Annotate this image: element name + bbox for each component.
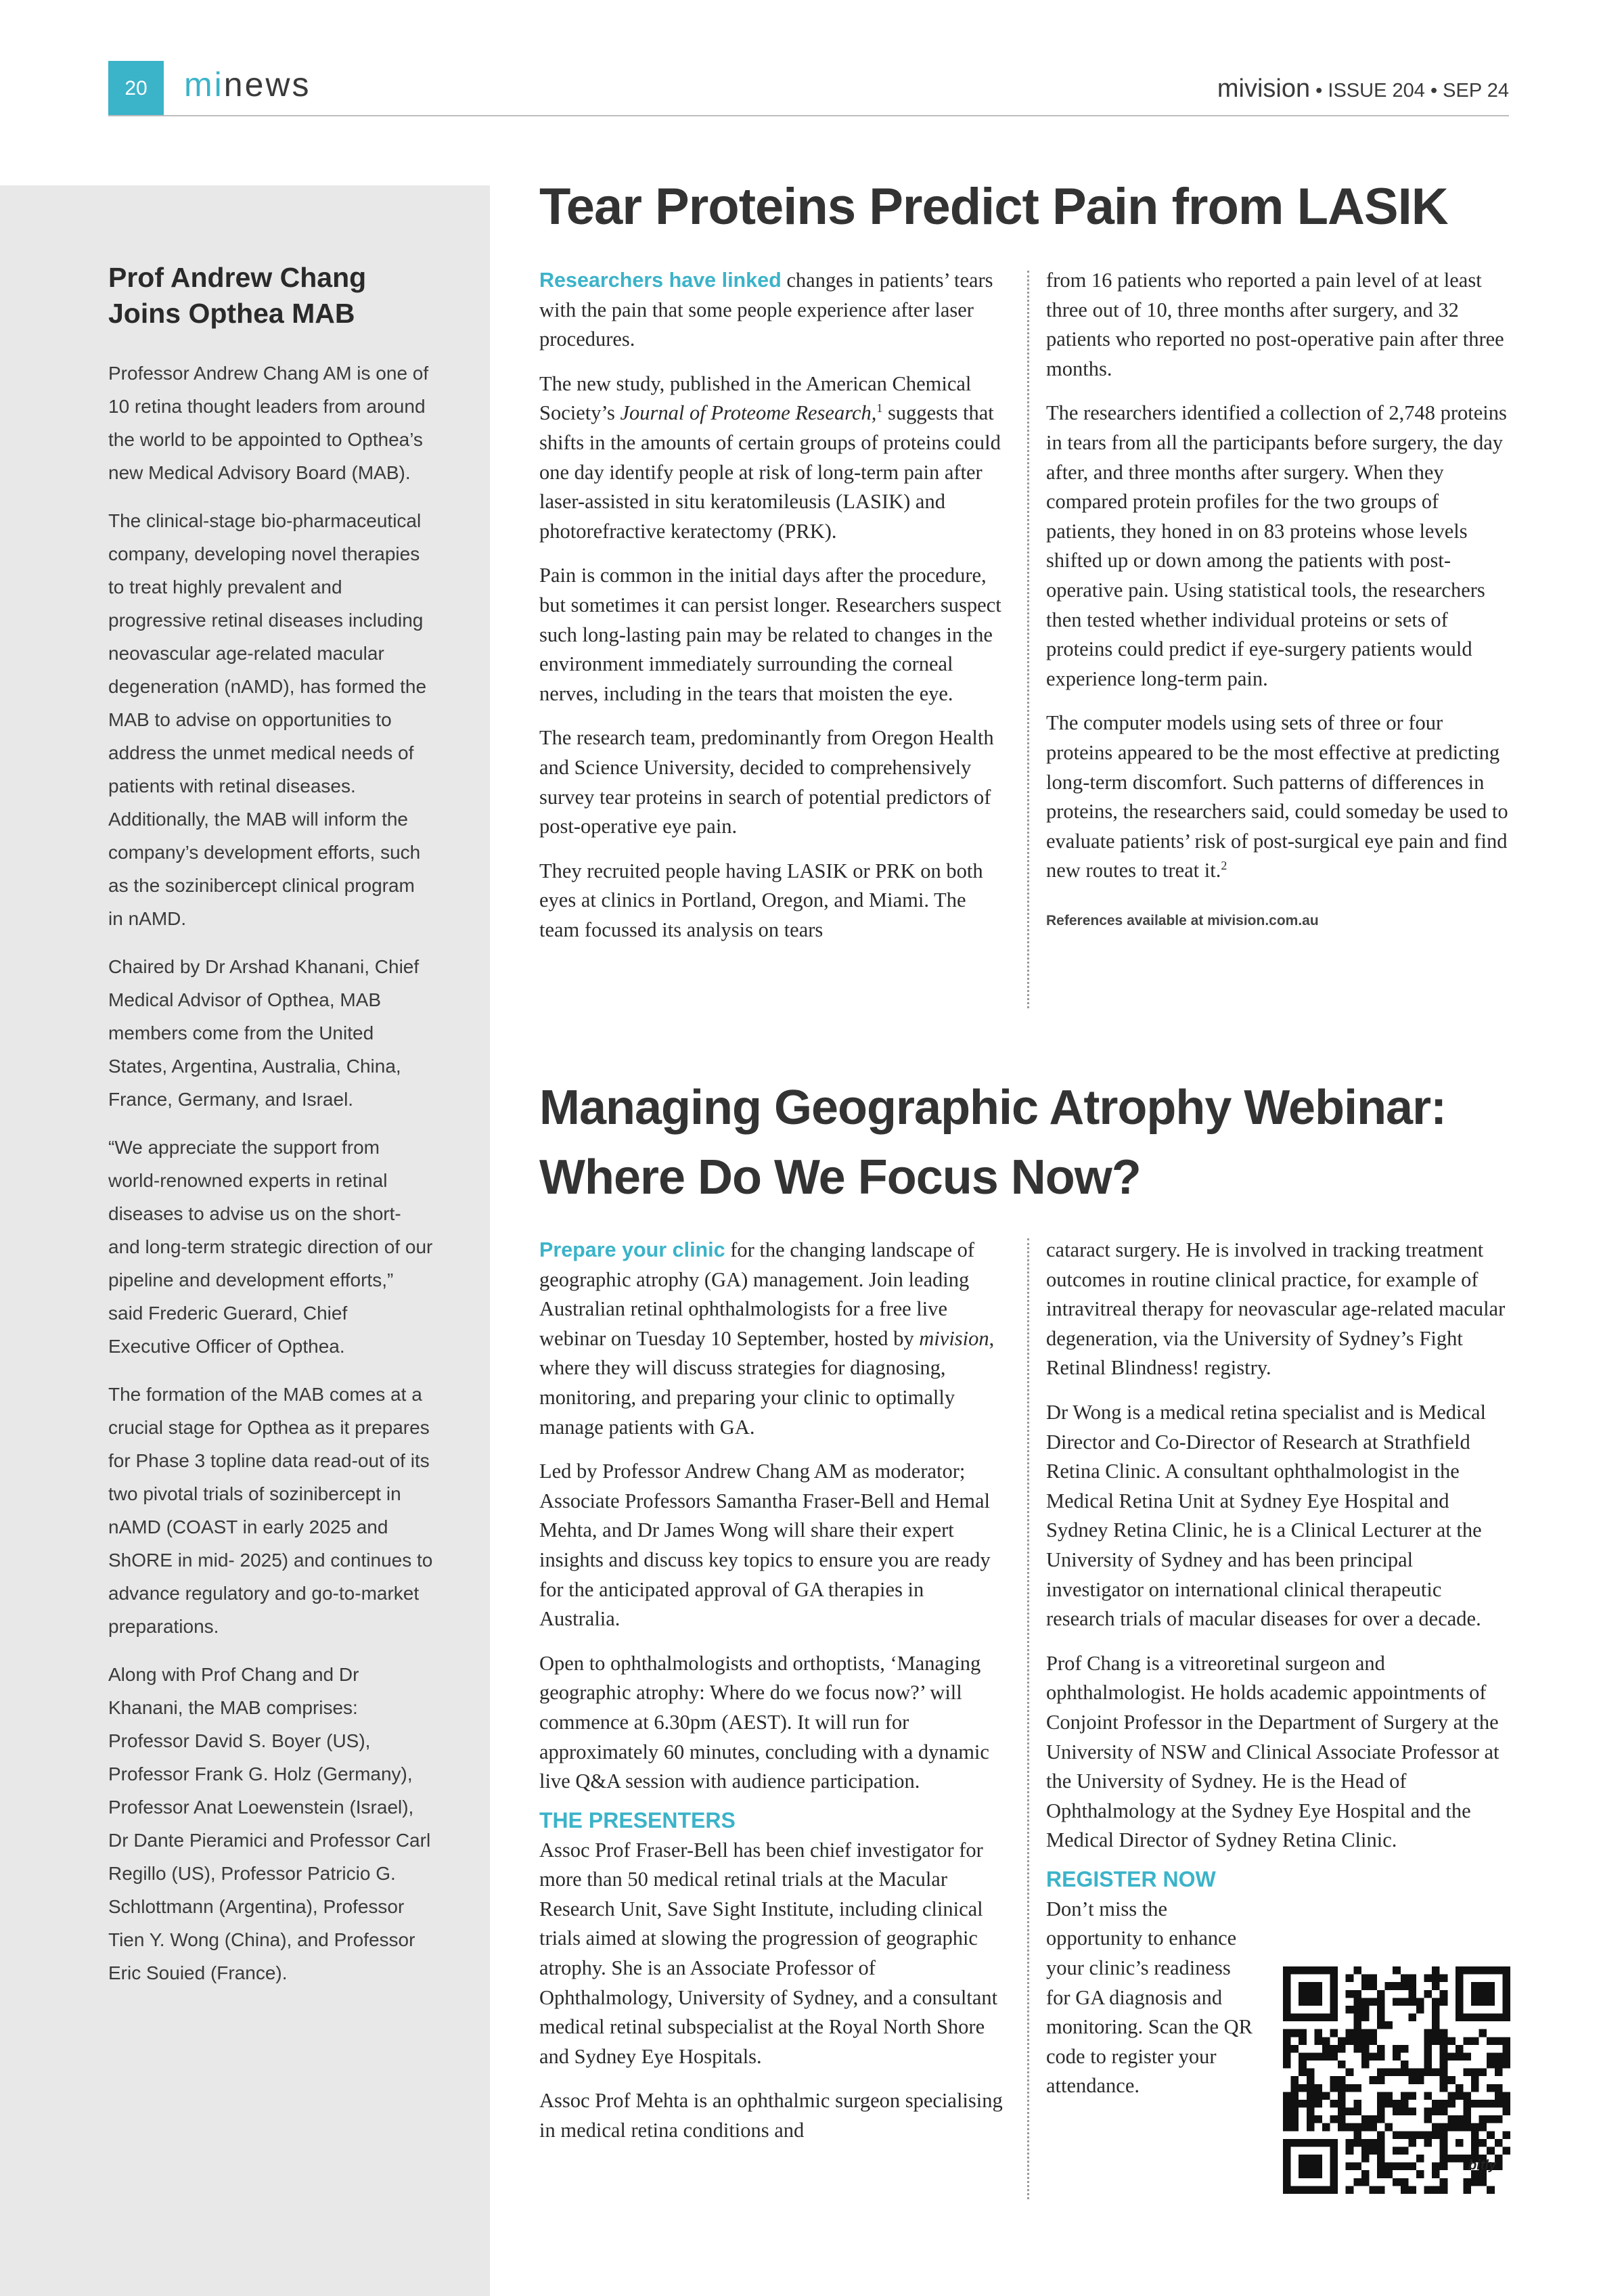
brand-prefix: mi (184, 66, 224, 104)
section-brand (184, 65, 311, 104)
article1-paragraph: The research team, predominantly from Oregon Health and Science University, decided to comprehensively survey tear proteins in search of potential predictors of post-operative eye pain. (539, 726, 994, 838)
sidebar-paragraph: The formation of the MAB comes at a crucial stage for Opthea as it prepares for Phase 3 topline data read-out of its two pivotal trials of sozinibercept in nAMD (COAST in early 2025 and ShORE in mid- 2025) and continues to advance regulatory and go-to-market preparations. (108, 1383, 433, 1637)
magazine-name: mivision (1217, 74, 1311, 103)
article2-column-left (539, 1236, 1006, 2161)
column-divider (1027, 1238, 1029, 2199)
page-number: 20 (108, 61, 164, 116)
article1-paragraph: Pain is common in the initial days after the procedure, but sometimes it can persist longer. Researchers suspect such long-lasting pain may be related to changes in the environment immediately surrounding the corneal nerves, including in the tears that moisten the eye. (539, 564, 1001, 705)
article1-paragraph (1046, 708, 1513, 886)
article1-title: Tear Proteins Predict Pain from LASIK (539, 178, 1448, 235)
sidebar-article (108, 260, 433, 2004)
reference-mark: 2 (1221, 859, 1227, 873)
article1-text: suggests that shifts in the amounts of certain groups of proteins could one day identify people at risk of long-term pain after laser-assisted in situ keratomileusis (LASIK) and photorefractive keratectomy (PRK). (539, 401, 1001, 543)
qr-caption: bitly (1468, 2158, 1497, 2173)
separator: • (1424, 80, 1443, 102)
article1-paragraph: The researchers identified a collection of 2,748 proteins in tears from all the participants before surgery, the day after, and three months after surgery. When they compared protein profiles for the two groups of patients, they honed in on 83 proteins whose levels shifted up or down among the patients with post-operative pain. Using statistical tools, the researchers then tested whether individual proteins or sets of proteins could predict if eye-surgery patients would experience long-term pain. (1046, 401, 1507, 690)
register-paragraph: Don’t miss the opportunity to enhance your clinic’s readiness for GA diagnosis and monitoring. Scan the QR code to register your attendance. (1046, 1897, 1253, 2098)
sidebar-paragraph: Professor Andrew Chang AM is one of 10 retina thought leaders from around the world to be appointed to Opthea’s new Medical Advisory Board (MAB). (108, 362, 429, 483)
column-divider (1027, 271, 1029, 1008)
article1-column-right (1046, 266, 1513, 935)
issue-info (1217, 74, 1509, 104)
article2-title: Managing Geographic Atrophy Webinar: Where Do We Focus Now? (539, 1081, 1447, 1205)
brand-suffix: news (223, 66, 311, 104)
article1-lead: Researchers have linked (539, 269, 782, 292)
article2-paragraph: Open to ophthalmologists and orthoptists, ‘Managing geographic atrophy: Where do we focus now?’ will commence at 6.30pm (AEST). It will run for approximately 60 minutes, concluding with a dynamic live Q&A session with audience participation. (539, 1651, 989, 1793)
sidebar-title: Prof Andrew Chang Joins Opthea MAB (108, 262, 367, 330)
references-note: References available at mivision.com.au (1046, 912, 1319, 928)
issue-date: SEP 24 (1443, 80, 1509, 102)
article1-text: changes in patients’ tears with the pain that some people experience after laser procedures. (539, 269, 993, 351)
article1-text: The new study, published in the American Chemical Society’s (539, 372, 972, 425)
article1-paragraph: They recruited people having LASIK or PRK on both eyes at clinics in Portland, Oregon, and Miami. The team focussed its analysis on tears (539, 859, 983, 941)
article2-text: for the changing landscape of geographic atrophy (GA) management. Join leading Australian retinal ophthalmologists for a free live webinar on Tuesday 10 September, hosted by (539, 1238, 975, 1350)
article2-paragraph: Prof Chang is a vitreoretinal surgeon and ophthalmologist. He holds academic appointments of Conjoint Professor in the Department of Surgery at the University of NSW and Clinical Associate Professor at the University of Sydney. He is the Head of Ophthalmology at the Sydney Eye Hospital and the Medical Director of Sydney Retina Clinic. (1046, 1651, 1499, 1852)
sidebar-paragraph: “We appreciate the support from world-renowned experts in retinal diseases to advise us on the short- and long-term strategic direction of our pipeline and development efforts,” said Frederic Guerard, Chief Executive Officer of Opthea. (108, 1136, 433, 1357)
journal-name: Journal of Proteome Research, (620, 401, 877, 425)
article2-paragraph: Dr Wong is a medical retina specialist and is Medical Director and Co-Director of Research at Strathfield Retina Clinic. A consultant ophthalmologist in the Medical Retina Unit at Sydney Eye Hospital and Sydney Retina Clinic, he is a Clinical Lecturer at the University of Sydney and has been principal investigator on international clinical therapeutic research trials of macular diseases for over a decade. (1046, 1400, 1487, 1631)
article2-paragraph: cataract surgery. He is involved in tracking treatment outcomes in routine clinical practice, for example of intravitreal therapy for neovascular age-related macular degeneration, via the University of Sydney’s Fight Retinal Blindness! registry. (1046, 1238, 1506, 1380)
presenters-heading: THE PRESENTERS (539, 1807, 736, 1832)
issue-number: ISSUE 204 (1328, 80, 1425, 102)
article2-paragraph (539, 1236, 1006, 1442)
magazine-mention: mivision (919, 1326, 989, 1350)
register-heading: REGISTER NOW (1046, 1866, 1216, 1891)
article2-paragraph: Assoc Prof Fraser-Bell has been chief investigator for more than 50 medical retinal trials at the Macular Research Unit, Save Sight Institute, including clinical trials aimed at slowing the progression of geographic atrophy. She is an Associate Professor of Ophthalmology, University of Sydney, and a consultant medical retinal subspecialist at the Royal North Shore and Sydney Eye Hospitals. (539, 1838, 998, 2068)
article1-column-left (539, 266, 1006, 960)
header-rule (108, 115, 1509, 116)
article2-paragraph: Led by Professor Andrew Chang AM as moderator; Associate Professors Samantha Fraser-Bell and Hemal Mehta, and Dr James Wong will share their expert insights and discuss key topics to ensure you are ready for the anticipated approval of GA therapies in Australia. (539, 1460, 991, 1631)
article2-text: , where they will discuss strategies for diagnosing, monitoring, and preparing your clinic to optimally manage patients with GA. (539, 1326, 995, 1439)
article1-paragraph: from 16 patients who reported a pain level of at least three out of 10, three months after surgery, and 32 patients who reported no post-operative pain after three months. (1046, 269, 1504, 380)
article1-text: The computer models using sets of three or four proteins appeared to be the most effective at predicting long-term discomfort. Such patterns of differences in proteins, the researchers said, could someday be used to evaluate patients’ risk of post-surgical eye pain and find new routes to treat it. (1046, 711, 1508, 882)
article1-paragraph (539, 266, 1006, 355)
article2-lead: Prepare your clinic (539, 1238, 725, 1261)
article1-paragraph (539, 369, 1006, 547)
separator: • (1310, 80, 1328, 102)
sidebar-paragraph: The clinical-stage bio-pharmaceutical company, developing novel therapies to treat highly prevalent and progressive retinal diseases including neovascular age-related macular degeneration (nAMD), has formed the MAB to advise on opportunities to address the unmet medical needs of patients with retinal diseases. Additionally, the MAB will inform the company’s development efforts, such as the sozinibercept clinical program in nAMD. (108, 510, 427, 929)
sidebar-paragraph: Chaired by Dr Arshad Khanani, Chief Medical Advisor of Opthea, MAB members come from the United States, Argentina, Australia, China, France, Germany, and Israel. (108, 955, 420, 1110)
reference-mark: 1 (876, 401, 883, 415)
article2-paragraph: Assoc Prof Mehta is an ophthalmic surgeon specialising in medical retina conditions and (539, 2089, 1003, 2142)
sidebar-paragraph: Along with Prof Chang and Dr Khanani, the MAB comprises: Professor David S. Boyer (US), Professor Frank G. Holz (Germany), Professor Anat Loewenstein (Israel), Dr Dante Pieramici and Professor Carl Regillo (US), Professor Patricio G. Schlottmann (Argentina), Professor Tien Y. Wong (China), and Professor Eric Souied (France). (108, 1663, 431, 1983)
